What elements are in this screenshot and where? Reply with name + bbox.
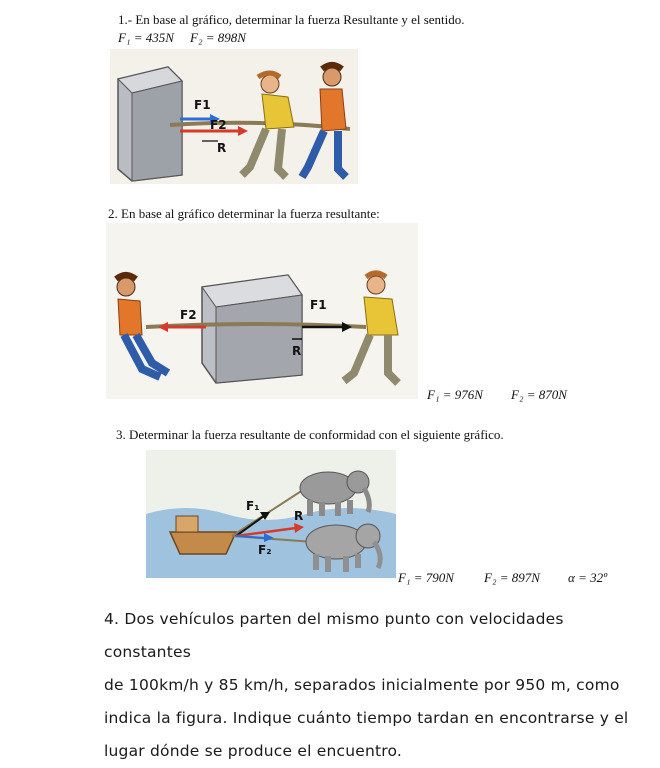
problem-4-line-3: indica la figura. Indique cuánto tiempo tardan en encontrarse y el xyxy=(104,709,629,727)
problem-2-f2: F₂ = 870N xyxy=(511,387,567,402)
person-orange xyxy=(320,89,346,131)
label-r: R xyxy=(217,141,227,155)
label-f1: F1 xyxy=(310,298,327,312)
problem-2-figure xyxy=(106,223,418,399)
label-f2: F2 xyxy=(180,308,197,322)
problem-3-f1: F₁ = 790N xyxy=(398,570,454,585)
problem-2-title: 2. En base al gráfico determinar la fuerza resultante: xyxy=(108,206,380,221)
problem-3-title: 3. Determinar la fuerza resultante de conformidad con el siguiente gráfico. xyxy=(116,427,504,442)
label-f2: F₂ xyxy=(258,543,272,557)
problem-1-f1: F₁ = 435N xyxy=(118,30,174,45)
label-f2: F2 xyxy=(210,118,227,132)
elephant-top xyxy=(300,472,356,504)
problem-1-title: 1.- En base al gráfico, determinar la fuerza Resultante y el sentido. xyxy=(118,12,465,27)
label-r: R xyxy=(294,509,304,523)
problem-1-f2: F₂ = 898N xyxy=(190,30,246,45)
problem-1-figure xyxy=(110,49,358,184)
label-f1: F₁ xyxy=(246,499,260,513)
person-orange xyxy=(118,299,142,335)
person-yellow xyxy=(364,297,398,335)
problem-4-line-2: de 100km/h y 85 km/h, separados inicialmente por 950 m, como xyxy=(104,676,620,694)
problem-3-figure xyxy=(146,450,396,578)
problem-3-alpha: α = 32º xyxy=(568,570,608,585)
problem-3-f2: F₂ = 897N xyxy=(484,570,540,585)
problem-2-f1: F₁ = 976N xyxy=(427,387,483,402)
boat xyxy=(170,532,236,554)
problem-4-line-1: 4. Dos vehículos parten del mismo punto con velocidades constantes xyxy=(104,610,564,661)
label-f1: F1 xyxy=(194,98,211,112)
problem-4-text xyxy=(104,603,644,768)
problem-4-line-4: lugar dónde se produce el encuentro. xyxy=(104,742,403,760)
label-r: R xyxy=(292,344,302,358)
